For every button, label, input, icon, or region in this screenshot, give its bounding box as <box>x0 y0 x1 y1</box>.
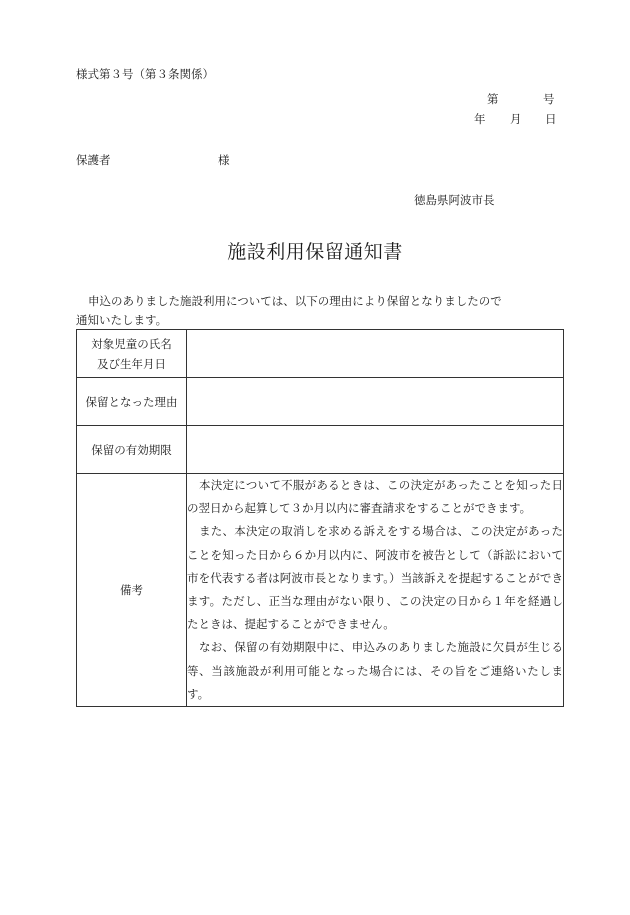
date-day-label: 日 <box>545 112 557 126</box>
validity-label-cell <box>77 426 187 474</box>
guardian-label: 保護者 <box>76 153 111 167</box>
date-year-label: 年 <box>474 112 486 126</box>
reason-value-cell <box>187 378 564 426</box>
validity-label: 保留の有効期限 <box>91 442 172 457</box>
child-label-line-1: 対象児童の氏名 <box>91 336 172 351</box>
table-row-child <box>77 330 564 378</box>
document-number-suffix: 号 <box>543 92 555 106</box>
remarks-text-cell <box>187 474 564 707</box>
date-month-label: 月 <box>510 112 522 126</box>
issuer-name: 徳島県阿波市長 <box>414 193 495 207</box>
remarks-label: 備考 <box>120 583 143 598</box>
form-number: 様式第３号（第３条関係） <box>76 67 214 81</box>
intro-text <box>76 292 546 330</box>
validity-value-cell <box>187 426 564 474</box>
notice-table <box>76 329 564 707</box>
document-number-prefix: 第 <box>487 92 499 106</box>
honorific-sama: 様 <box>218 153 230 167</box>
reason-label-cell <box>77 378 187 426</box>
table-row-reason <box>77 378 564 426</box>
remarks-paragraph-3: なお、保留の有効期限中に、申込みのありました施設に欠員が生じる等、当該施設が利用可能となった場合には、その旨をご連絡いたします。 <box>187 640 563 701</box>
table-row-validity <box>77 426 564 474</box>
child-value-cell <box>187 330 564 378</box>
remarks-paragraph-2: また、本決定の取消しを求める訴えをする場合は、この決定があったことを知った日から６か月以内に、阿波市を被告として（訴訟において市を代表する者は阿波市長となります。）当該訴えを提起することができます。ただし、正当な理由がない限り、この決定の日から１年を経過したときは、提起することができません。 <box>187 524 563 632</box>
intro-line-2: 通知いたします。 <box>76 313 168 327</box>
remarks-label-cell <box>77 474 187 707</box>
intro-line-1: 申込のありました施設利用については、以下の理由により保留となりましたので <box>88 294 502 308</box>
reason-label: 保留となった理由 <box>85 394 178 409</box>
remarks-paragraph-1: 本決定について不服があるときは、この決定があったことを知った日の翌日から起算して３か月以内に審査請求をすることができます。 <box>187 478 563 516</box>
child-label-cell <box>77 330 187 378</box>
child-label-line-2: 及び生年月日 <box>97 356 166 371</box>
document-title: 施設利用保留通知書 <box>227 241 403 263</box>
table-row-remarks <box>77 474 564 707</box>
